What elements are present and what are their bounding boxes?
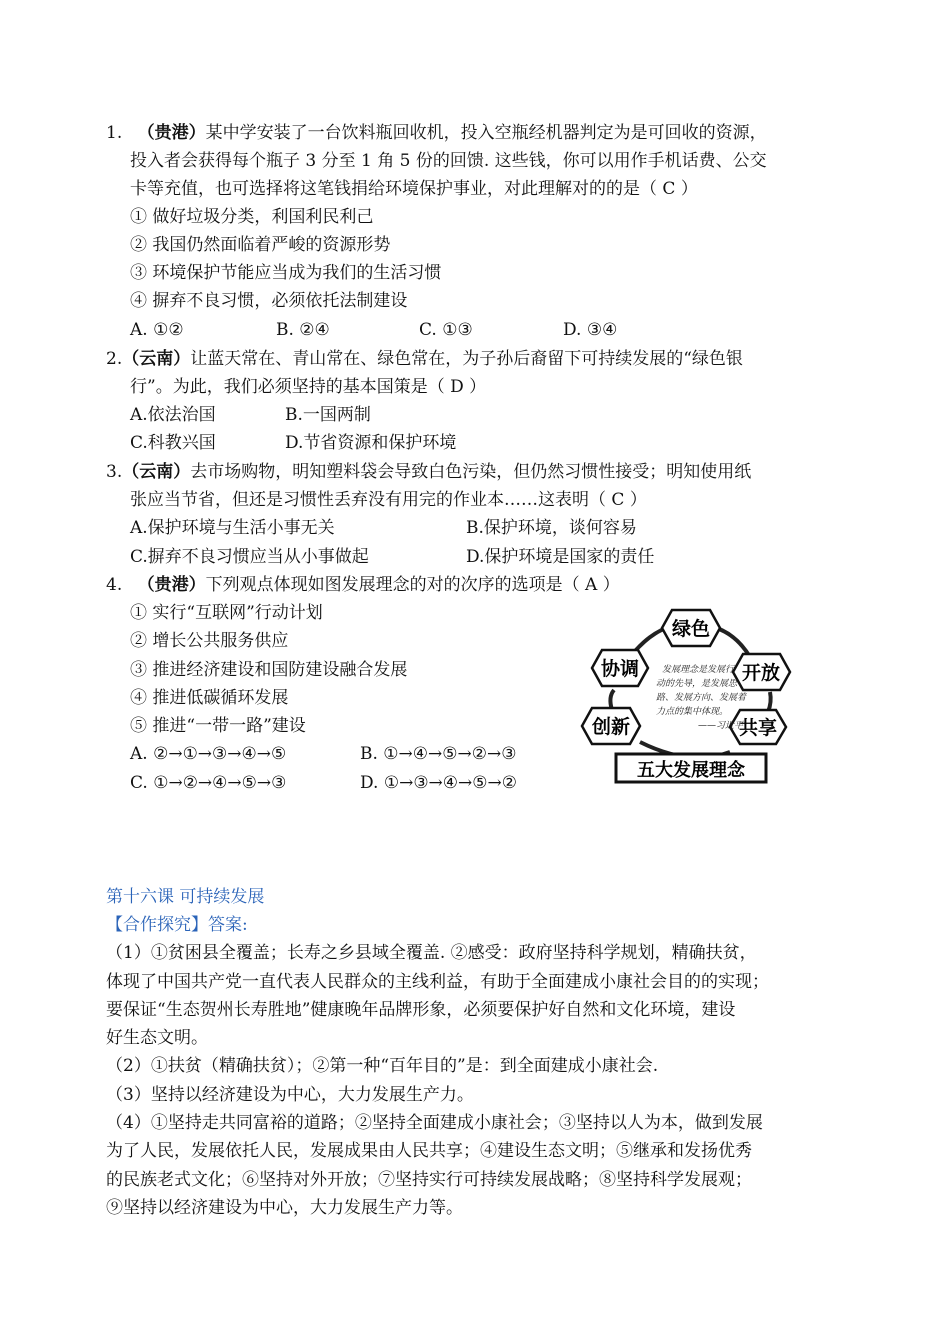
question-source: （贵港） (137, 123, 206, 143)
quote-line-1: 发展理念是发展行 (662, 665, 735, 675)
question-1-choice-c: C. ①③ (419, 320, 473, 340)
question-1-choice-b: B. ②④ (276, 320, 330, 340)
question-number: 4. (106, 575, 123, 595)
answer-4-line-4: ⑨坚持以经济建设为中心，大力发展生产力等。 (106, 1198, 463, 1218)
question-1-option-3: ③ 环境保护节能应当成为我们的生活习惯 (130, 263, 442, 283)
question-1-option-2: ② 我国仍然面临着严峻的资源形势 (130, 235, 391, 255)
question-4-choice-c: C. ①→②→④→⑤→③ (130, 773, 287, 793)
question-2-choice-a: A.依法治国 (130, 405, 216, 425)
lesson-title: 第十六课 可持续发展 (106, 887, 265, 907)
node-share: 共享 (738, 718, 778, 739)
question-text: 让蓝天常在、青山常在、绿色常在，为子孙后裔留下可持续发展的“绿色银 (190, 349, 743, 369)
question-1-option-1: ① 做好垃圾分类，利国利民利己 (130, 207, 374, 227)
question-2-line-1 (106, 347, 743, 371)
question-2-choice-d: D.节省资源和保护环境 (285, 433, 457, 453)
question-4-choice-a: A. ②→①→③→④→⑤ (130, 744, 287, 764)
question-3-choice-b: B.保护环境，谈何容易 (466, 518, 637, 538)
answer-1-line-4: 好生态文明。 (106, 1028, 208, 1048)
node-innovation: 创新 (591, 717, 631, 738)
question-1-choice-d: D. ③④ (563, 320, 618, 340)
question-4-line-1 (106, 573, 620, 597)
answer-1-line-3: 要保证“生态贺州长寿胜地”健康晚年品牌形象，必须要保护好自然和文化环境，建设 (106, 1000, 736, 1020)
question-number: 3. (106, 462, 123, 482)
question-text: 某中学安装了一台饮料瓶回收机，投入空瓶经机器判定为是可回收的资源， (205, 123, 767, 143)
question-4-choice-d: D. ①→③→④→⑤→② (360, 773, 518, 793)
diagram-graphic (580, 602, 805, 787)
question-3-line-1 (106, 460, 751, 484)
answer-4-line-2: 为了人民，发展依托人民，发展成果由人民共享；④建设生态文明；⑤继承和发扬优秀 (106, 1141, 752, 1161)
answer-2: （2）①扶贫（精确扶贫）；②第一种“百年目的”是：到全面建成小康社会. (106, 1056, 659, 1076)
five-development-concepts-diagram (580, 602, 805, 787)
question-3-choice-d: D.保护环境是国家的责任 (466, 547, 655, 567)
question-1-line-1 (106, 121, 767, 145)
question-1-option-4: ④ 摒弃不良习惯，必须依托法制建设 (130, 291, 408, 311)
quote-line-4: 力点的集中体现。 (656, 707, 729, 717)
node-coordination: 协调 (600, 659, 640, 680)
answer-1-line-1: （1）①贫困县全覆盖；长寿之乡县域全覆盖. ②感受：政府坚持科学规划，精确扶贫， (106, 943, 757, 963)
answer-4-line-1: （4）①坚持走共同富裕的道路；②坚持全面建成小康社会；③坚持以人为本，做到发展 (106, 1113, 763, 1133)
question-3-choice-c: C.摒弃不良习惯应当从小事做起 (130, 547, 369, 567)
question-2-choice-b: B.一国两制 (285, 405, 371, 425)
question-text: 下列观点体现如图发展理念的对的次序的选项是（ A ） (205, 575, 620, 595)
diagram-caption: 五大发展理念 (637, 760, 745, 780)
question-source: （云南） (122, 349, 191, 369)
question-number: 1. (106, 123, 123, 143)
question-source: （云南） (122, 462, 191, 482)
question-4-choice-b: B. ①→④→⑤→②→③ (360, 744, 517, 764)
question-text: 去市场购物，明知塑料袋会导致白色污染，但仍然习惯性接受；明知使用纸 (190, 462, 752, 482)
lesson-subtitle: 【合作探究】答案: (106, 915, 248, 935)
question-1-line-3: 卡等充值，也可选择将这笔钱捐给环境保护事业，对此理解对的的是（ C ） (130, 179, 698, 199)
question-number: 2. (106, 349, 123, 369)
question-4-option-3: ③ 推进经济建设和国防建设融合发展 (130, 660, 408, 680)
question-1-line-2: 投入者会获得每个瓶子 3 分至 1 角 5 份的回馈. 这些钱，你可以用作手机话费、公交 (130, 151, 767, 171)
question-4-option-4: ④ 推进低碳循环发展 (130, 688, 289, 708)
question-1-choice-a: A. ①② (130, 320, 184, 340)
node-open: 开放 (741, 663, 781, 684)
question-4-option-2: ② 增长公共服务供应 (130, 631, 289, 651)
question-4-option-1: ① 实行“互联网”行动计划 (130, 603, 323, 623)
question-source: （贵港） (137, 575, 206, 595)
question-4-option-5: ⑤ 推进“一带一路”建设 (130, 716, 306, 736)
question-2-line-2: 行”。为此，我们必须坚持的基本国策是（ D ） (130, 377, 487, 397)
quote-line-3: 路、发展方向、发展着 (656, 693, 747, 703)
answer-4-line-3: 的民族老式文化；⑥坚持对外开放；⑦坚持实行可持续发展战略；⑧坚持科学发展观； (106, 1170, 752, 1190)
question-3-choice-a: A.保护环境与生活小事无关 (130, 518, 335, 538)
quote-line-2: 动的先导，是发展思 (656, 679, 738, 689)
node-green: 绿色 (671, 619, 711, 640)
quote-attribution: ——习近平 (698, 721, 744, 731)
answer-3: （3）坚持以经济建设为中心，大力发展生产力。 (106, 1085, 474, 1105)
question-2-choice-c: C.科教兴国 (130, 433, 216, 453)
answer-1-line-2: 体现了中国共产党一直代表人民群众的主线利益，有助于全面建成小康社会目的的实现； (106, 972, 769, 992)
question-3-line-2: 张应当节省，但还是习惯性丢弃没有用完的作业本……这表明（ C ） (130, 490, 647, 510)
